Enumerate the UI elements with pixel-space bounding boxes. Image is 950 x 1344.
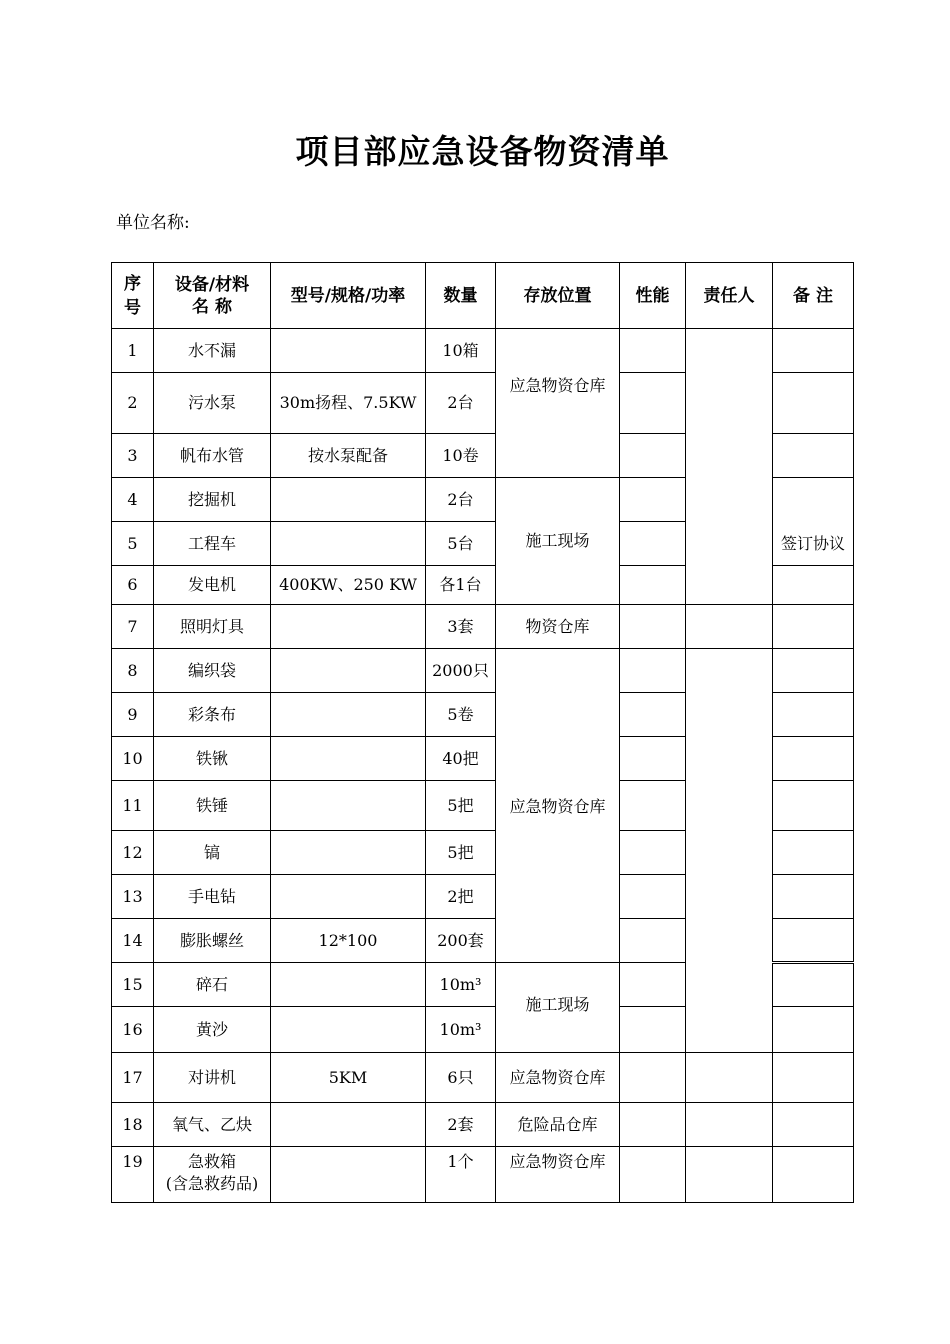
cell-seq: 7	[112, 605, 154, 649]
cell-remark	[773, 1147, 854, 1203]
cell-qty: 200套	[426, 919, 496, 963]
table-row	[112, 329, 854, 373]
cell-model	[271, 478, 426, 522]
cell-model: 400KW、250 KW	[271, 566, 426, 605]
cell-qty: 2台	[426, 478, 496, 522]
cell-remark	[773, 434, 854, 478]
cell-model	[271, 831, 426, 875]
cell-remark	[773, 1053, 854, 1103]
cell-remark	[773, 693, 854, 737]
cell-name: 彩条布	[154, 693, 271, 737]
header-seq: 序号	[112, 263, 154, 329]
cell-name: 氧气、乙炔	[154, 1103, 271, 1147]
cell-remark	[773, 875, 854, 919]
cell-performance	[620, 875, 686, 919]
cell-qty: 2台	[426, 373, 496, 434]
cell-location: 应急物资仓库	[496, 649, 620, 963]
cell-seq: 4	[112, 478, 154, 522]
cell-performance	[620, 919, 686, 963]
cell-remark	[773, 566, 854, 605]
equipment-table	[111, 262, 854, 1203]
cell-owner	[686, 605, 773, 649]
cell-remark	[773, 1007, 854, 1053]
cell-owner	[686, 1147, 773, 1203]
cell-name: 铁锹	[154, 737, 271, 781]
cell-performance	[620, 737, 686, 781]
cell-performance	[620, 649, 686, 693]
cell-qty: 2000只	[426, 649, 496, 693]
cell-seq: 5	[112, 522, 154, 566]
header-performance: 性能	[620, 263, 686, 329]
cell-remark	[773, 1103, 854, 1147]
cell-name: 急救箱 (含急救药品)	[154, 1147, 271, 1203]
cell-remark	[773, 831, 854, 875]
cell-qty: 5台	[426, 522, 496, 566]
table-header-row	[112, 263, 854, 329]
cell-performance	[620, 1053, 686, 1103]
cell-remark: 签订协议	[773, 478, 854, 566]
cell-model: 按水泵配备	[271, 434, 426, 478]
cell-name: 对讲机	[154, 1053, 271, 1103]
cell-model	[271, 1007, 426, 1053]
cell-remark	[773, 919, 854, 963]
cell-seq: 8	[112, 649, 154, 693]
cell-name: 照明灯具	[154, 605, 271, 649]
cell-seq: 19	[112, 1147, 154, 1203]
cell-qty: 10箱	[426, 329, 496, 373]
cell-model	[271, 737, 426, 781]
cell-name: 铁锤	[154, 781, 271, 831]
cell-name: 挖掘机	[154, 478, 271, 522]
cell-remark	[773, 373, 854, 434]
cell-name: 黄沙	[154, 1007, 271, 1053]
cell-seq: 18	[112, 1103, 154, 1147]
cell-seq: 11	[112, 781, 154, 831]
cell-performance	[620, 478, 686, 522]
cell-qty: 5把	[426, 781, 496, 831]
table-row	[112, 1147, 854, 1203]
cell-qty: 10卷	[426, 434, 496, 478]
cell-seq: 3	[112, 434, 154, 478]
cell-name: 帆布水管	[154, 434, 271, 478]
cell-name: 水不漏	[154, 329, 271, 373]
cell-qty: 6只	[426, 1053, 496, 1103]
cell-name: 发电机	[154, 566, 271, 605]
cell-name: 镐	[154, 831, 271, 875]
cell-seq: 17	[112, 1053, 154, 1103]
cell-model	[271, 329, 426, 373]
cell-qty: 40把	[426, 737, 496, 781]
header-location: 存放位置	[496, 263, 620, 329]
cell-performance	[620, 566, 686, 605]
cell-performance	[620, 329, 686, 373]
cell-name: 手电钻	[154, 875, 271, 919]
cell-seq: 14	[112, 919, 154, 963]
cell-performance	[620, 781, 686, 831]
cell-model: 5KM	[271, 1053, 426, 1103]
cell-location: 施工现场	[496, 478, 620, 605]
cell-performance	[620, 1147, 686, 1203]
cell-seq: 12	[112, 831, 154, 875]
cell-qty: 10m³	[426, 963, 496, 1007]
cell-location: 危险品仓库	[496, 1103, 620, 1147]
cell-seq: 16	[112, 1007, 154, 1053]
cell-performance	[620, 434, 686, 478]
header-remark: 备 注	[773, 263, 854, 329]
cell-seq: 2	[112, 373, 154, 434]
cell-location: 应急物资仓库	[496, 329, 620, 478]
cell-model	[271, 693, 426, 737]
cell-model	[271, 875, 426, 919]
cell-owner	[686, 329, 773, 605]
cell-seq: 1	[112, 329, 154, 373]
cell-qty: 5把	[426, 831, 496, 875]
cell-name: 工程车	[154, 522, 271, 566]
cell-performance	[620, 831, 686, 875]
header-name: 设备/材料 名 称	[154, 263, 271, 329]
cell-qty: 各1台	[426, 566, 496, 605]
cell-model	[271, 963, 426, 1007]
cell-seq: 10	[112, 737, 154, 781]
cell-seq: 9	[112, 693, 154, 737]
cell-name: 污水泵	[154, 373, 271, 434]
cell-seq: 6	[112, 566, 154, 605]
header-qty: 数量	[426, 263, 496, 329]
cell-location: 物资仓库	[496, 605, 620, 649]
cell-performance	[620, 522, 686, 566]
cell-name: 碎石	[154, 963, 271, 1007]
table-row	[112, 605, 854, 649]
cell-performance	[620, 1103, 686, 1147]
cell-qty: 2把	[426, 875, 496, 919]
cell-seq: 13	[112, 875, 154, 919]
cell-qty: 1个	[426, 1147, 496, 1203]
cell-qty: 2套	[426, 1103, 496, 1147]
cell-model: 12*100	[271, 919, 426, 963]
cell-qty: 3套	[426, 605, 496, 649]
cell-remark	[773, 329, 854, 373]
table-row	[112, 1103, 854, 1147]
cell-owner	[686, 649, 773, 1053]
cell-remark	[773, 781, 854, 831]
table-row	[112, 649, 854, 693]
cell-model	[271, 605, 426, 649]
header-model: 型号/规格/功率	[271, 263, 426, 329]
cell-name: 膨胀螺丝	[154, 919, 271, 963]
cell-owner	[686, 1053, 773, 1103]
cell-location: 施工现场	[496, 963, 620, 1053]
cell-remark	[773, 649, 854, 693]
cell-location: 应急物资仓库	[496, 1147, 620, 1203]
cell-qty: 5卷	[426, 693, 496, 737]
cell-remark	[773, 963, 854, 1007]
cell-model	[271, 781, 426, 831]
cell-owner	[686, 1103, 773, 1147]
cell-remark	[773, 605, 854, 649]
cell-performance	[620, 1007, 686, 1053]
cell-model	[271, 1147, 426, 1203]
cell-model	[271, 522, 426, 566]
cell-name: 编织袋	[154, 649, 271, 693]
cell-performance	[620, 963, 686, 1007]
page-title: 项目部应急设备物资清单	[295, 132, 670, 171]
cell-seq: 15	[112, 963, 154, 1007]
cell-model: 30m扬程、7.5KW	[271, 373, 426, 434]
cell-remark	[773, 737, 854, 781]
unit-name-label: 单位名称:	[116, 213, 190, 233]
table-row	[112, 1053, 854, 1103]
cell-model	[271, 1103, 426, 1147]
cell-qty: 10m³	[426, 1007, 496, 1053]
cell-performance	[620, 693, 686, 737]
cell-location: 应急物资仓库	[496, 1053, 620, 1103]
cell-performance	[620, 373, 686, 434]
cell-model	[271, 649, 426, 693]
cell-performance	[620, 605, 686, 649]
header-owner: 责任人	[686, 263, 773, 329]
